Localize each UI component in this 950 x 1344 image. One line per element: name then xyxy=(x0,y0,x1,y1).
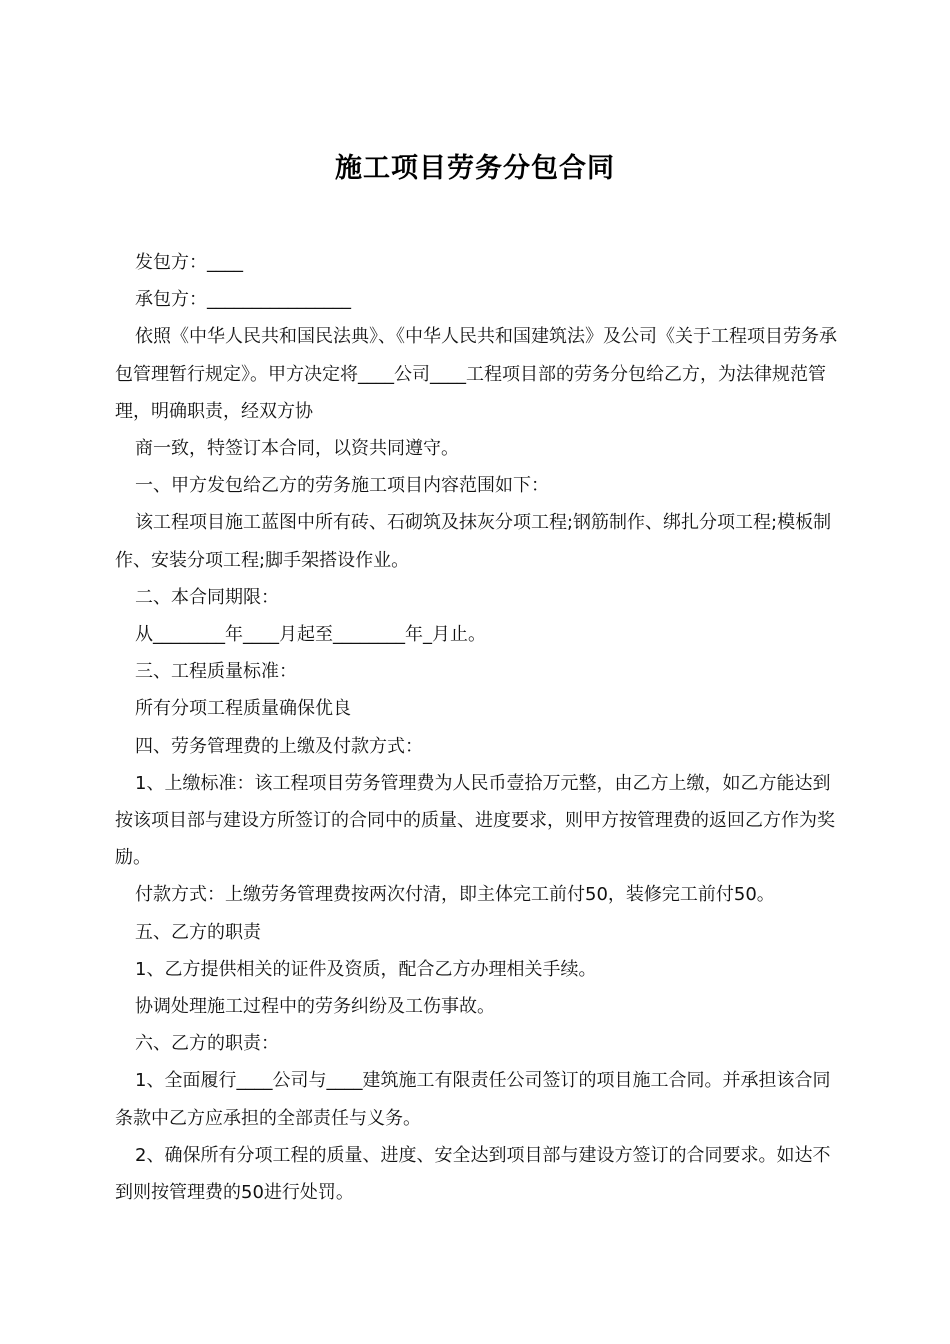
paragraph-duty-6-1: 1、全面履行____公司与____建筑施工有限责任公司签订的项目施工合同。并承担该合同条款中乙方应承担的全部责任与义务。 xyxy=(115,1070,831,1129)
paragraph-agreement: 商一致，特签订本合同，以资共同遵守。 xyxy=(135,438,459,460)
paragraph-fee-standard: 1、上缴标准：该工程项目劳务管理费为人民币壹拾万元整，由乙方上缴，如乙方能达到按该项目部与建设方所签订的合同中的质量、进度要求，则甲方按管理费的返回乙方作为奖励。 xyxy=(115,772,835,869)
section-heading-duties-6: 六、乙方的职责： xyxy=(135,1033,279,1055)
paragraph-term: 从________年____月起至________年_月止。 xyxy=(135,624,486,646)
paragraph-duty-6-2: 2、确保所有分项工程的质量、进度、安全达到项目部与建设方签订的合同要求。如达不到则按管理费的50进行处罚。 xyxy=(115,1144,831,1204)
paragraph-basis: 依照《中华人民共和国民法典》、《中华人民共和国建筑法》及公司《关于工程项目劳务承包管理暂行规定》。甲方决定将____公司____工程项目部的劳务分包给乙方，为法律规范管理，明确职责，经双方协 xyxy=(115,326,837,422)
paragraph-duty-5-1: 1、乙方提供相关的证件及资质，配合乙方办理相关手续。 xyxy=(135,958,597,980)
document-body xyxy=(115,244,840,1211)
document-title: 施工项目劳务分包合同 xyxy=(335,153,615,185)
paragraph-subcontractor: 承包方：________________ xyxy=(135,289,351,311)
section-heading-quality: 三、工程质量标准： xyxy=(135,661,297,683)
paragraph-contractor: 发包方：____ xyxy=(135,252,243,273)
section-heading-scope: 一、甲方发包给乙方的劳务施工项目内容范围如下： xyxy=(135,475,549,497)
section-heading-fees: 四、劳务管理费的上缴及付款方式： xyxy=(135,735,423,757)
section-heading-term: 二、本合同期限： xyxy=(135,586,279,608)
section-heading-duties-5: 五、乙方的职责 xyxy=(135,921,261,943)
paragraph-duty-5-2: 协调处理施工过程中的劳务纠纷及工伤事故。 xyxy=(135,996,495,1018)
paragraph-scope: 该工程项目施工蓝图中所有砖、石砌筑及抹灰分项工程;钢筋制作、绑扎分项工程;模板制作、安装分项工程;脚手架搭设作业。 xyxy=(115,512,832,571)
paragraph-payment-method: 付款方式：上缴劳务管理费按两次付清，即主体完工前付50，装修完工前付50。 xyxy=(135,884,775,906)
paragraph-quality: 所有分项工程质量确保优良 xyxy=(135,698,351,720)
